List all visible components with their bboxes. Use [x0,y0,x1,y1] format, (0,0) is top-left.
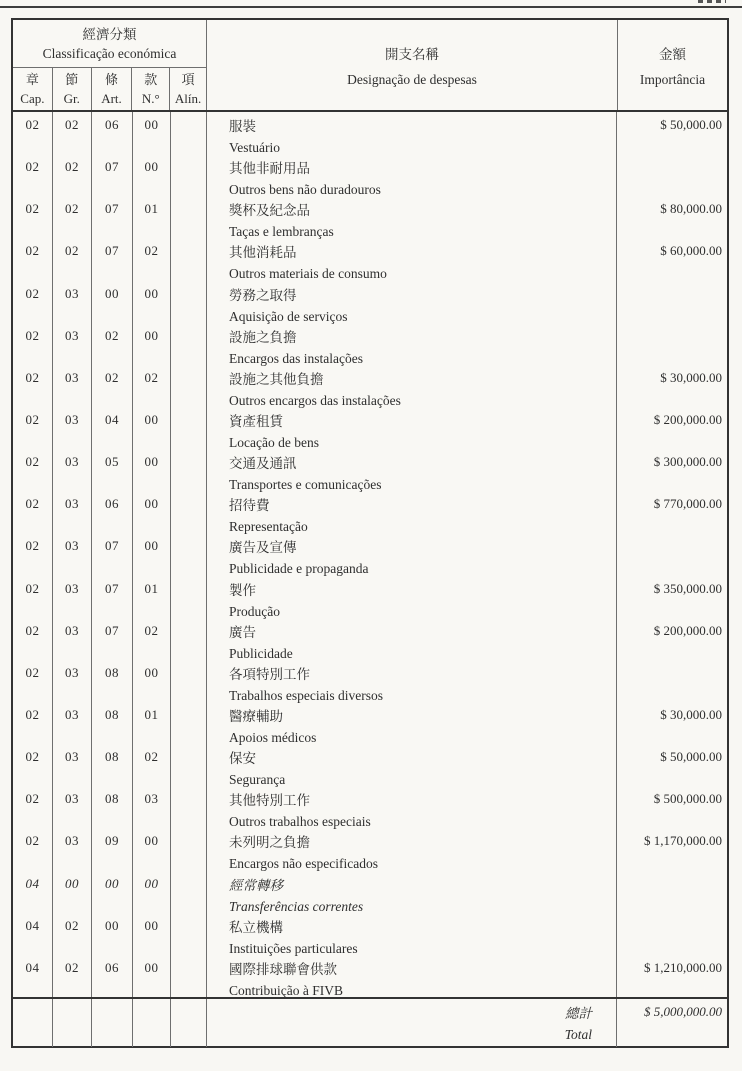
designation-pt: Produção [229,603,280,619]
classification-header-block [13,20,207,110]
code-alin [171,196,207,238]
table-row [13,744,727,786]
designation-header-pt: Designação de despesas [347,71,477,87]
designation-pt: Taças e lembranças [229,224,334,240]
code-cap: 02 [13,660,53,702]
budget-table [11,18,729,1048]
table-row [13,449,727,491]
code-gr: 02 [53,238,92,280]
designation-zh: 廣告 [229,624,256,640]
amount-cell: $ 770,000.00 [653,496,722,512]
code-cap: 02 [13,491,53,533]
code-n: 00 [133,871,171,913]
code-art: 09 [92,828,133,870]
amount-cell: $ 500,000.00 [653,791,722,807]
designation-zh: 招待費 [229,498,270,514]
designation-cell [207,323,617,365]
amount-cell: $ 200,000.00 [653,622,722,638]
designation-cell [207,281,617,323]
column-header-cap-abbr: Cap. [20,91,45,106]
code-art: 05 [92,449,133,491]
amount-header-zh: 金額 [659,46,686,62]
code-cap: 02 [13,281,53,323]
code-alin [171,660,207,702]
code-gr: 03 [53,786,92,828]
code-alin [171,702,207,744]
designation-zh: 未列明之負擔 [229,835,310,851]
column-header-gr-abbr: Gr. [63,91,80,106]
amount-cell: $ 30,000.00 [660,706,722,722]
designation-zh: 其他非耐用品 [229,161,310,177]
code-cap: 04 [13,871,53,913]
code-art: 07 [92,618,133,660]
classification-label-zh: 經濟分類 [82,27,137,42]
code-gr: 02 [53,154,92,196]
code-column-headers [13,68,206,110]
code-n: 00 [133,913,171,955]
code-alin [171,112,207,154]
designation-zh: 國際排球聯會供款 [229,961,337,977]
designation-zh: 各項特別工作 [229,666,310,682]
designation-cell [207,744,617,786]
code-cap: 02 [13,365,53,407]
designation-pt: Apoios médicos [229,729,317,745]
code-n: 02 [133,744,171,786]
table-row [13,828,727,870]
designation-zh: 設施之其他負擔 [229,371,324,387]
column-header-art-zh: 條 [104,72,118,87]
designation-zh: 保安 [229,751,256,767]
table-row [13,154,727,196]
column-header-alin-zh: 項 [181,72,195,87]
code-cap: 02 [13,112,53,154]
code-cap: 02 [13,828,53,870]
code-art: 06 [92,112,133,154]
amount-header-pt: Importância [639,71,706,87]
code-art: 06 [92,955,133,997]
table-row [13,323,727,365]
total-row [13,997,727,1047]
code-n: 03 [133,786,171,828]
column-header-gr-zh: 節 [65,72,79,87]
code-gr: 03 [53,281,92,323]
code-n: 00 [133,660,171,702]
amount-cell: $ 350,000.00 [653,580,722,596]
classification-label-pt: Classificação económica [42,46,177,61]
designation-cell [207,702,617,744]
designation-cell [207,449,617,491]
code-n: 00 [133,323,171,365]
classification-group-header [13,20,206,68]
designation-cell [207,576,617,618]
code-gr: 02 [53,196,92,238]
amount-cell: $ 200,000.00 [653,411,722,427]
code-gr: 03 [53,407,92,449]
column-header-cap [13,68,53,110]
amount-header [617,20,727,110]
code-art: 08 [92,660,133,702]
code-art: 07 [92,238,133,280]
table-row [13,955,727,997]
designation-zh: 服裝 [229,119,256,134]
amount-cell: $ 50,000.00 [660,117,722,132]
code-n: 00 [133,491,171,533]
code-gr: 03 [53,702,92,744]
code-alin [171,871,207,913]
designation-zh: 勞務之取得 [229,287,297,303]
designation-pt: Outros encargos das instalações [229,392,401,408]
designation-pt: Encargos não especificados [229,856,378,872]
amount-cell [617,871,727,913]
code-cap: 02 [13,744,53,786]
code-cap: 02 [13,786,53,828]
code-alin [171,491,207,533]
designation-pt: Locação de bens [229,434,319,450]
designation-pt: Transportes e comunicações [229,477,382,493]
column-header-n-abbr: N.° [141,91,160,106]
designation-zh: 經常轉移 [229,877,283,893]
table-row [13,112,727,154]
designation-pt: Outros materiais de consumo [229,266,387,282]
code-alin [171,828,207,870]
code-cap: 02 [13,323,53,365]
column-header-alin [170,68,206,110]
table-row [13,618,727,660]
designation-pt: Aquisição de serviços [229,308,348,324]
page-number-fragment [698,0,726,3]
code-gr: 03 [53,491,92,533]
code-n: 00 [133,112,171,154]
amount-cell: $ 300,000.00 [653,454,722,470]
table-row [13,281,727,323]
code-cap: 02 [13,576,53,618]
code-art: 02 [92,323,133,365]
code-gr: 03 [53,618,92,660]
code-n: 01 [133,576,171,618]
code-art: 00 [92,913,133,955]
designation-cell [207,618,617,660]
amount-cell [617,323,727,365]
code-cap: 02 [13,196,53,238]
designation-pt: Representação [229,519,308,535]
designation-cell [207,154,617,196]
total-code-art [92,999,133,1047]
designation-cell [207,238,617,280]
designation-pt: Instituições particulares [229,940,358,956]
code-gr: 03 [53,533,92,575]
designation-cell [207,828,617,870]
code-alin [171,323,207,365]
column-header-cap-zh: 章 [25,72,39,87]
column-header-n [132,68,170,110]
amount-cell [617,533,727,575]
designation-pt: Contribuição à FIVB [229,982,343,998]
total-amount: $ 5,000,000.00 [644,1003,722,1019]
code-cap: 02 [13,449,53,491]
code-art: 02 [92,365,133,407]
table-row [13,702,727,744]
code-alin [171,449,207,491]
code-n: 02 [133,365,171,407]
designation-zh: 設施之負擔 [229,329,297,345]
code-alin [171,154,207,196]
code-art: 04 [92,407,133,449]
code-n: 00 [133,449,171,491]
code-gr: 03 [53,576,92,618]
column-header-art [92,68,133,110]
column-header-gr [53,68,92,110]
code-gr: 03 [53,828,92,870]
designation-cell [207,365,617,407]
total-code-n [133,999,171,1047]
code-gr: 02 [53,112,92,154]
amount-cell: $ 60,000.00 [660,243,722,259]
designation-pt: Encargos das instalações [229,350,363,366]
page-top-rule [0,6,742,8]
designation-zh: 其他消耗品 [229,245,297,261]
designation-pt: Trabalhos especiais diversos [229,687,383,703]
code-gr: 03 [53,449,92,491]
designation-pt: Publicidade e propaganda [229,561,369,577]
table-header [13,20,727,112]
table-row [13,196,727,238]
code-n: 00 [133,533,171,575]
code-cap: 02 [13,702,53,744]
designation-cell [207,491,617,533]
code-cap: 02 [13,407,53,449]
table-row [13,533,727,575]
designation-zh: 廣告及宣傳 [229,540,297,556]
code-alin [171,533,207,575]
designation-zh: 資產租賃 [229,413,283,429]
code-art: 06 [92,491,133,533]
code-n: 02 [133,618,171,660]
code-alin [171,365,207,407]
table-row [13,365,727,407]
total-label-zh: 總計 [565,1005,592,1021]
table-row [13,576,727,618]
table-row [13,491,727,533]
code-n: 01 [133,196,171,238]
code-art: 07 [92,576,133,618]
code-gr: 03 [53,744,92,786]
code-alin [171,576,207,618]
amount-cell [617,913,727,955]
code-alin [171,618,207,660]
designation-cell [207,871,617,913]
column-header-n-zh: 款 [144,72,158,87]
code-alin [171,955,207,997]
code-art: 08 [92,786,133,828]
code-n: 00 [133,154,171,196]
code-gr: 03 [53,660,92,702]
code-alin [171,238,207,280]
code-art: 00 [92,281,133,323]
code-alin [171,913,207,955]
code-n: 00 [133,407,171,449]
code-cap: 04 [13,955,53,997]
code-cap: 02 [13,238,53,280]
total-code-alin [171,999,207,1047]
designation-pt: Publicidade [229,645,293,661]
designation-pt: Vestuário [229,140,280,155]
amount-cell: $ 1,170,000.00 [644,833,722,849]
table-row [13,407,727,449]
code-art: 08 [92,744,133,786]
code-alin [171,786,207,828]
amount-cell: $ 30,000.00 [660,369,722,385]
designation-cell [207,660,617,702]
designation-header [207,20,617,110]
column-header-art-abbr: Art. [101,91,122,106]
code-alin [171,281,207,323]
code-art: 08 [92,702,133,744]
column-header-alin-abbr: Alín. [174,91,202,106]
amount-cell: $ 50,000.00 [660,749,722,765]
code-n: 00 [133,955,171,997]
total-label-pt: Total [564,1026,592,1042]
code-gr: 00 [53,871,92,913]
designation-cell [207,196,617,238]
total-code-cap [13,999,53,1047]
designation-header-zh: 開支名稱 [385,46,439,62]
designation-cell [207,913,617,955]
amount-cell [617,660,727,702]
amount-cell: $ 1,210,000.00 [644,959,722,975]
designation-zh: 交通及通訊 [229,456,297,472]
code-art: 07 [92,196,133,238]
designation-pt: Transferências correntes [229,898,364,914]
code-cap: 02 [13,533,53,575]
code-n: 00 [133,281,171,323]
code-gr: 03 [53,365,92,407]
amount-cell [617,154,727,196]
code-art: 00 [92,871,133,913]
designation-zh: 獎杯及紀念品 [229,203,310,219]
code-n: 02 [133,238,171,280]
table-row [13,871,727,913]
table-body [13,112,727,997]
total-code-gr [53,999,92,1047]
table-row [13,238,727,280]
designation-cell [207,112,617,154]
table-row [13,786,727,828]
designation-cell [207,407,617,449]
code-n: 00 [133,828,171,870]
code-cap: 02 [13,154,53,196]
code-gr: 03 [53,323,92,365]
designation-pt: Segurança [229,772,286,788]
amount-cell: $ 80,000.00 [660,201,722,217]
designation-cell [207,786,617,828]
code-n: 01 [133,702,171,744]
table-row [13,660,727,702]
code-alin [171,744,207,786]
designation-pt: Outros trabalhos especiais [229,814,371,830]
code-art: 07 [92,154,133,196]
designation-cell [207,533,617,575]
code-cap: 02 [13,618,53,660]
designation-zh: 其他特別工作 [229,793,310,809]
designation-pt: Outros bens não duradouros [229,182,381,198]
table-row [13,913,727,955]
amount-cell [617,281,727,323]
total-label [207,999,617,1047]
designation-zh: 私立機構 [229,919,283,935]
designation-zh: 製作 [229,582,256,598]
designation-cell [207,955,617,997]
code-art: 07 [92,533,133,575]
designation-zh: 醫療輔助 [229,708,283,724]
code-cap: 04 [13,913,53,955]
code-gr: 02 [53,913,92,955]
code-gr: 02 [53,955,92,997]
code-alin [171,407,207,449]
